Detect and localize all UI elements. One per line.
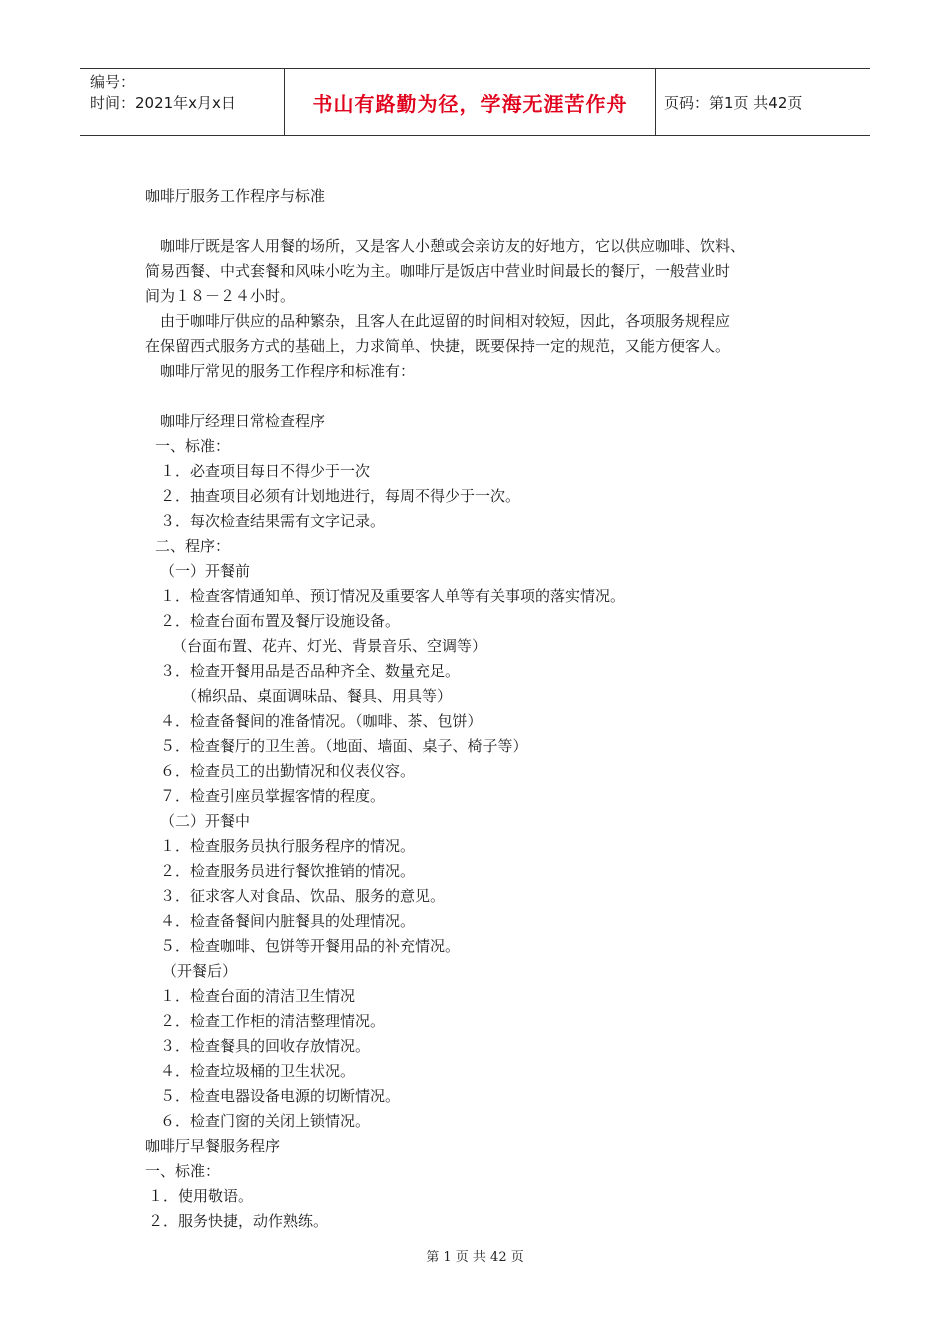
body-line: 间为１８－２４小时。 [145,287,296,305]
body-line: （开餐后） [162,962,238,980]
header-motto: 书山有路勤为径，学海无涯苦作舟 [284,69,656,135]
body-line: 由于咖啡厅供应的品种繁杂，且客人在此逗留的时间相对较短，因此，各项服务规程应 [160,312,731,330]
body-line: （棉织品、桌面调味品、餐具、用具等） [182,687,453,705]
body-line: ３．检查开餐用品是否品种齐全、数量充足。 [160,662,461,680]
body-line: （二）开餐中 [160,812,251,830]
body-line: （台面布置、花卉、灯光、背景音乐、空调等） [172,637,488,655]
body-line: ５．检查餐厅的卫生善。（地面、墙面、桌子、椅子等） [160,737,528,755]
body-line: ３．征求客人对食品、饮品、服务的意见。 [160,887,446,905]
document-time-label: 时间：2021年x月x日 [90,94,236,112]
body-line: ５．检查咖啡、包饼等开餐用品的补充情况。 [160,937,461,955]
body-line: １．使用敬语。 [148,1187,254,1205]
body-line: ６．检查门窗的关闭上锁情况。 [160,1112,371,1130]
page-footer: 第 1 页 共 42 页 [426,1250,524,1265]
body-line: ４．检查备餐间内脏餐具的处理情况。 [160,912,416,930]
body-line: 一、标准： [155,437,231,455]
body-line: １．检查台面的清洁卫生情况 [160,987,356,1005]
body-line: 咖啡厅早餐服务程序 [145,1137,281,1155]
document-number-label: 编号： [90,73,136,91]
body-line: ５．检查电器设备电源的切断情况。 [160,1087,401,1105]
body-line: ２．检查工作柜的清洁整理情况。 [160,1012,386,1030]
body-line: ２．抽查项目必须有计划地进行，每周不得少于一次。 [160,487,521,505]
body-line: ３．检查餐具的回收存放情况。 [160,1037,371,1055]
body-line: ２．服务快捷，动作熟练。 [148,1212,329,1230]
body-line: ４．检查备餐间的准备情况。（咖啡、茶、包饼） [160,712,483,730]
body-line: ４．检查垃圾桶的卫生状况。 [160,1062,356,1080]
body-line: １．必查项目每日不得少于一次 [160,462,371,480]
body-line: ３．每次检查结果需有文字记录。 [160,512,386,530]
body-line: １．检查服务员执行服务程序的情况。 [160,837,416,855]
body-line: 在保留西式服务方式的基础上，力求简单、快捷，既要保持一定的规范，又能方便客人。 [145,337,731,355]
body-line: 咖啡厅常见的服务工作程序和标准有： [160,362,416,380]
body-line: 咖啡厅经理日常检查程序 [160,412,326,430]
body-line: 二、程序： [155,537,231,555]
header-meta [80,69,284,135]
body-line: 简易西餐、中式套餐和风味小吃为主。咖啡厅是饭店中营业时间最长的餐厅，一般营业时 [145,262,731,280]
body-line: ２．检查台面布置及餐厅设施设备。 [160,612,401,630]
body-line: 咖啡厅服务工作程序与标准 [145,187,326,205]
document-header [80,68,870,136]
body-line: 咖啡厅既是客人用餐的场所，又是客人小憩或会亲访友的好地方，它以供应咖啡、饮料、 [160,237,746,255]
body-line: 一、标准： [145,1162,221,1180]
body-line: １．检查客情通知单、预订情况及重要客人单等有关事项的落实情况。 [160,587,626,605]
body-line: ２．检查服务员进行餐饮推销的情况。 [160,862,416,880]
body-line: （一）开餐前 [160,562,251,580]
header-page-info: 页码：第1页 共42页 [664,93,803,112]
body-line: ７．检查引座员掌握客情的程度。 [160,787,386,805]
body-line: ６．检查员工的出勤情况和仪表仪容。 [160,762,416,780]
